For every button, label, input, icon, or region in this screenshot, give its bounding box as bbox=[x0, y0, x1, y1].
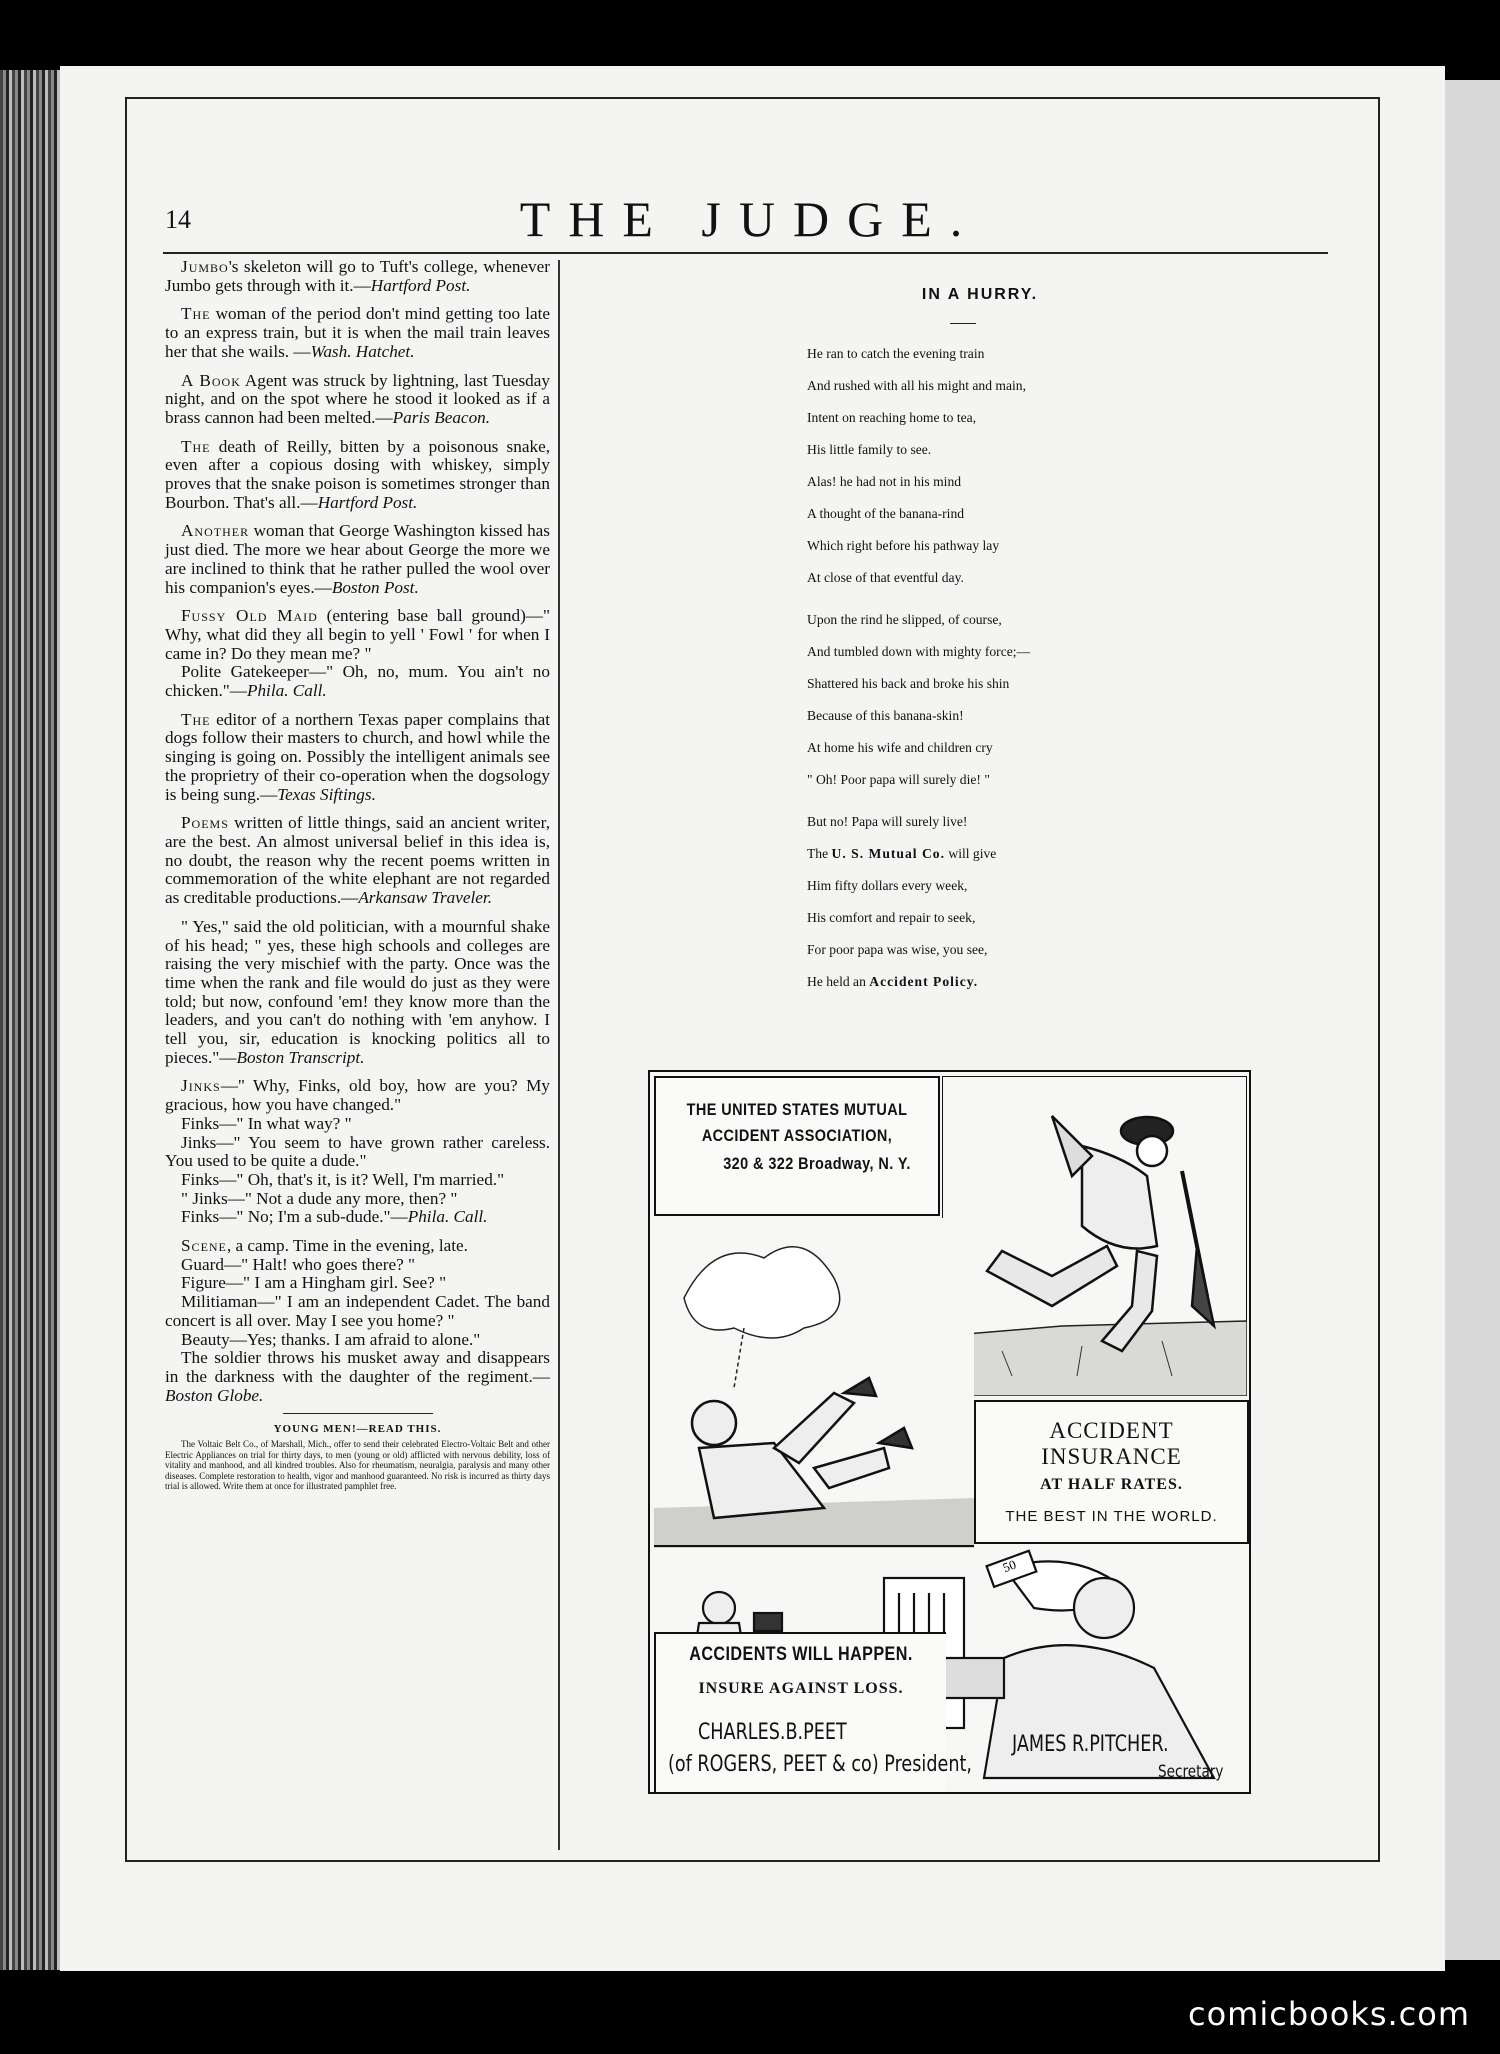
poem-line: But no! Papa will surely live! bbox=[807, 814, 968, 829]
item-washington: Another woman that George Washington kissed has just died. The more we hear about George the more we are inclined to think that he rather pulled the wool over his companion's eyes.—Boston Post. bbox=[165, 521, 550, 597]
item-old-maid: Fussy Old Maid (entering base ball ground)—" Why, what did they all begin to yell ' Fowl ' for when I came in? Do they mean me? " bbox=[165, 606, 551, 663]
item-jinks-2: Finks—" In what way? " bbox=[181, 1113, 352, 1133]
poem-line: His little family to see. bbox=[807, 442, 932, 457]
poem-line: His comfort and repair to seek, bbox=[807, 910, 976, 925]
item-book-agent: A Book Agent was struck by lightning, last Tuesday night, and on the spot where he stood it looked as if a brass cannon had been melted.—Paris Beacon. bbox=[165, 370, 550, 427]
item-gatekeeper: Polite Gatekeeper—" Oh, no, mum. You ain't no chicken."—Phila. Call. bbox=[165, 662, 550, 701]
item-texas-dogs: The editor of a northern Texas paper complains that dogs follow their masters to church, and howl while the singing is going on. Possibly the intelligent animals see the proprietry of their co-operation when the dogsology is being sung.—Texas Siftings. bbox=[165, 709, 550, 804]
item-jinks-6: Finks—" No; I'm a sub-dude."—Phila. Call. bbox=[181, 1207, 488, 1227]
insurance-box bbox=[974, 1400, 1249, 1544]
signature-president-title: (of ROGERS, PEET & co) President, bbox=[668, 1752, 972, 1777]
masthead-title: THE JUDGE. bbox=[519, 191, 981, 247]
insurance-rates: AT HALF RATES. bbox=[1040, 1476, 1183, 1493]
column-divider bbox=[558, 260, 560, 1850]
stanza-gap bbox=[807, 796, 1227, 806]
poem-line: Which right before his pathway lay bbox=[807, 538, 1000, 553]
poem-dash bbox=[950, 323, 976, 324]
item-scene-2: Guard—" Halt! who goes there? " bbox=[181, 1254, 416, 1274]
header-rule bbox=[163, 252, 1328, 254]
poem-line: Upon the rind he slipped, of course, bbox=[807, 612, 1002, 627]
poem-line: Him fifty dollars every week, bbox=[807, 878, 968, 893]
item-jinks-4: Finks—" Oh, that's it, is it? Well, I'm married." bbox=[181, 1169, 505, 1189]
poem-line: A thought of the banana-rind bbox=[807, 506, 965, 521]
poem-line: Intent on reaching home to tea, bbox=[807, 410, 977, 425]
poem-line: And tumbled down with mighty force;— bbox=[807, 644, 1031, 659]
company-name-1: THE UNITED STATES MUTUAL bbox=[686, 1100, 908, 1119]
item-scene-6: The soldier throws his musket away and disappears in the darkness with the daughter of the regiment.—Boston Globe. bbox=[165, 1348, 550, 1405]
accidents-heading: ACCIDENTS WILL HAPPEN. bbox=[689, 1644, 913, 1665]
poem-line: Shattered his back and broke his shin bbox=[807, 676, 1010, 691]
insurance-advertisement bbox=[648, 1070, 1251, 1794]
poem-line: He held an Accident Policy. bbox=[807, 974, 979, 989]
item-scene-3: Figure—" I am a Hingham girl. See? " bbox=[181, 1273, 447, 1293]
item-jinks-1: Jinks—" Why, Finks, old boy, how are you? My gracious, how you have changed." bbox=[165, 1076, 550, 1115]
watermark-text: comicbooks.com bbox=[1187, 1995, 1470, 2033]
poem-line: At home his wife and children cry bbox=[807, 740, 993, 755]
poem-line: And rushed with all his might and main, bbox=[807, 378, 1026, 393]
signature-president-name: CHARLES.B.PEET bbox=[698, 1720, 847, 1745]
company-box bbox=[654, 1076, 940, 1216]
item-reilly: The death of Reilly, bitten by a poisonous snake, even after a copious dosing with whiskey, simply proves that the snake poison is sometimes stronger than Bourbon. That's all.—Hartford Post. bbox=[165, 436, 550, 512]
signature-secretary-name: JAMES R.PITCHER. bbox=[1012, 1732, 1169, 1757]
book-binding bbox=[0, 70, 60, 1970]
insurance-heading: ACCIDENT INSURANCE bbox=[1041, 1418, 1182, 1469]
poem-line: The U. S. Mutual Co. will give bbox=[807, 846, 997, 861]
running-man-illustration bbox=[942, 1076, 1247, 1396]
page-number: 14 bbox=[165, 205, 191, 234]
item-politician: " Yes," said the old politician, with a mournful shake of his head; " yes, these high schools and colleges are raising the very mischief with the party. Once was the time when the rank and file would do just as they were told; but now, confound 'em! they know more than the leaders, and you can't do nothing with 'em anyhow. I tell you, sir, education is knocking politics all to pieces."—Boston Transcript. bbox=[165, 916, 550, 1067]
ad-separator bbox=[283, 1413, 433, 1414]
young-men-title: YOUNG MEN!—READ THIS. bbox=[273, 1423, 442, 1436]
poem-line: Because of this banana-skin! bbox=[807, 708, 964, 723]
banknote-value: 50 bbox=[1000, 1556, 1019, 1576]
item-scene-1: Scene, a camp. Time in the evening, late. bbox=[181, 1236, 468, 1256]
fallen-man-illustration bbox=[654, 1218, 974, 1548]
accidents-insure: INSURE AGAINST LOSS. bbox=[698, 1680, 904, 1697]
insurance-tagline: THE BEST IN THE WORLD. bbox=[1005, 1508, 1218, 1525]
item-jinks-3: Jinks—" You seem to have grown rather careless. You used to be quite a dude." bbox=[165, 1132, 550, 1171]
poem-body bbox=[807, 338, 1227, 998]
left-column bbox=[165, 258, 550, 1502]
poem-line: " Oh! Poor papa will surely die! " bbox=[807, 772, 990, 787]
stanza-gap bbox=[807, 594, 1227, 604]
poem-line: He ran to catch the evening train bbox=[807, 346, 985, 361]
item-jumbo: Jumbo's skeleton will go to Tuft's college, whenever Jumbo gets through with it.—Hartford Post. bbox=[165, 257, 550, 295]
item-scene-4: Militiaman—" I am an independent Cadet. The band concert is all over. May I see you home? " bbox=[165, 1292, 550, 1330]
poem-line: Alas! he had not in his mind bbox=[807, 474, 962, 489]
young-men-text: The Voltaic Belt Co., of Marshall, Mich., offer to send their celebrated Electro-Voltaic Belt and other Electric Appliances on trial for thirty days, to men (young or old) afflicted with nervous debility, loss of vitality and manhood, and all kindred troubles. Also for rheumatism, neuralgia, paralysis and many other diseases. Complete restoration to health, vigor and manhood guaranteed. No risk is incurred as thirty days trial is allowed. Write them at once for illustrated pamphlet free. bbox=[165, 1439, 550, 1492]
page-edge bbox=[1445, 80, 1500, 1960]
poem-line: For poor papa was wise, you see, bbox=[807, 942, 988, 957]
poem-title: IN A HURRY. bbox=[921, 286, 1039, 303]
company-address: 320 & 322 Broadway, N. Y. bbox=[723, 1154, 911, 1173]
signature-secretary-title: Secretary bbox=[1158, 1762, 1224, 1782]
item-jinks-5: " Jinks—" Not a dude any more, then? " bbox=[181, 1188, 458, 1208]
poem-line: At close of that eventful day. bbox=[807, 570, 964, 585]
item-scene-5: Beauty—Yes; thanks. I am afraid to alone." bbox=[181, 1329, 481, 1349]
item-woman-period: The woman of the period don't mind getting too late to an express train, but it is when the mail train leaves her that she wails. —Wash. Hatchet. bbox=[165, 304, 550, 361]
item-poems: Poems written of little things, said an ancient writer, are the best. An almost universal belief in this idea is, no doubt, the reason why the recent poems written in commemoration of the white elephant are not regarded as creditable productions.—Arkansaw Traveler. bbox=[165, 813, 550, 908]
company-name-2: ACCIDENT ASSOCIATION, bbox=[701, 1126, 893, 1145]
